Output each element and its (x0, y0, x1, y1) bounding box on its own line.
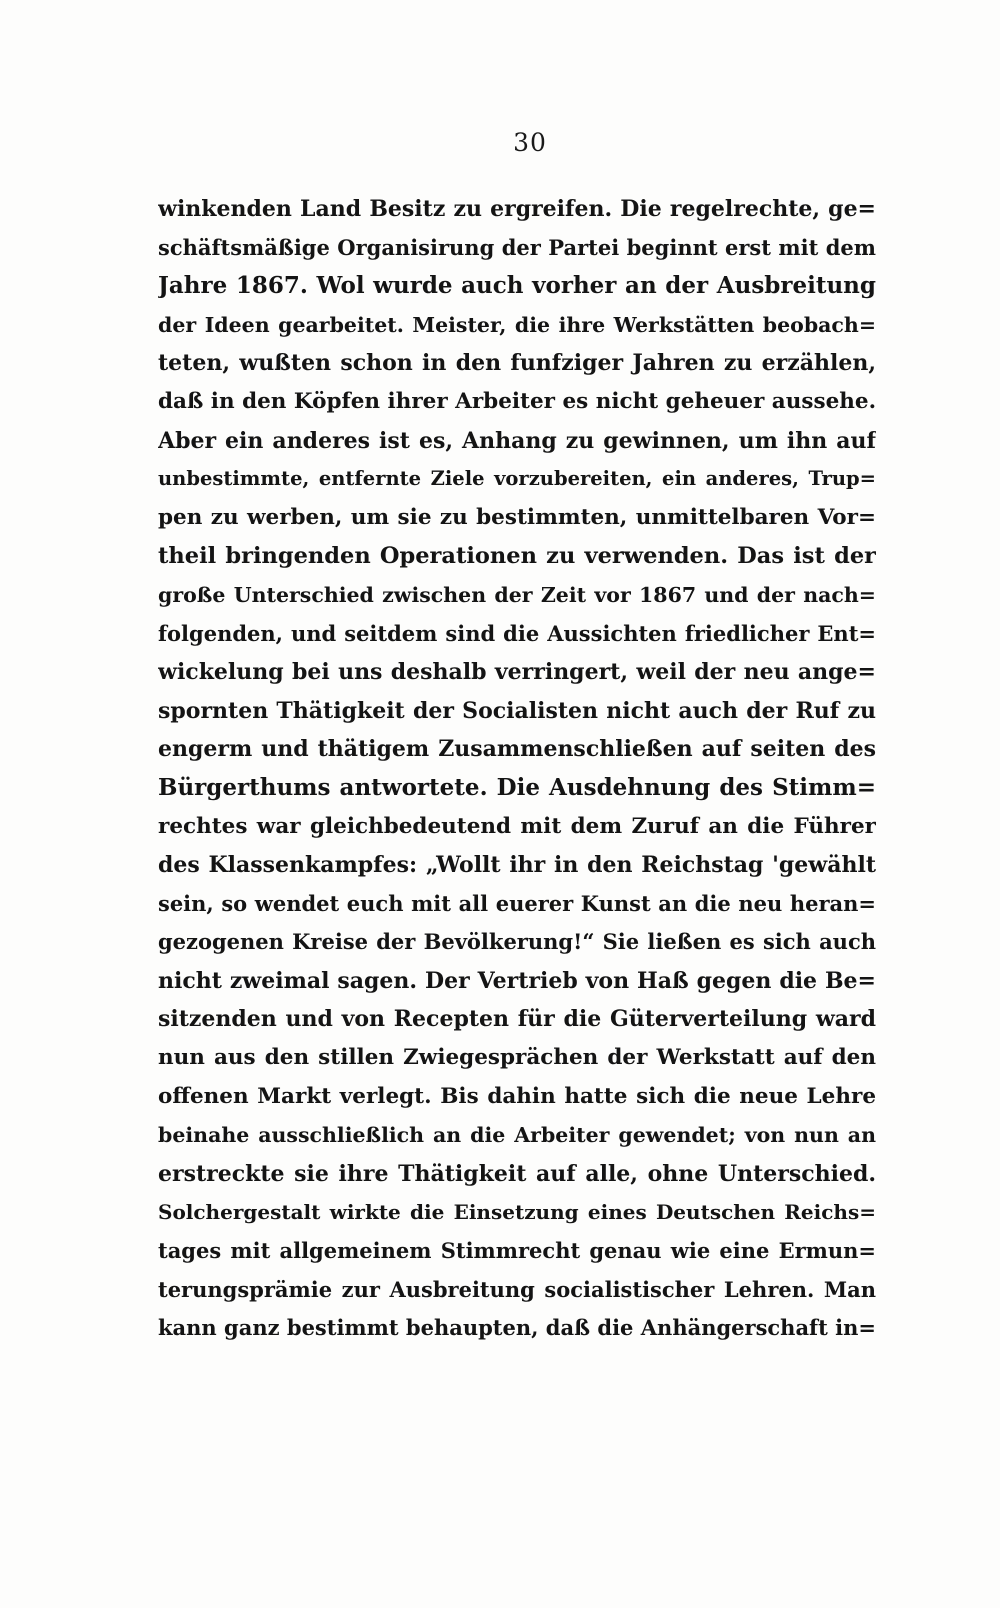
text-line: schäftsmäßige Organisirung der Partei beginnt erst mit dem (158, 234, 876, 260)
text-line: tages mit allgemeinem Stimmrecht genau wie eine Ermun= (158, 1238, 876, 1264)
text-line: Jahre 1867. Wol wurde auch vorher an der Ausbreitung (158, 272, 876, 300)
text-line: pen zu werben, um sie zu bestimmten, unmittelbaren Vor= (158, 504, 876, 530)
text-line: terungsprämie zur Ausbreitung socialistischer Lehren. Man (158, 1276, 876, 1302)
text-line: daß in den Köpfen ihrer Arbeiter es nicht geheuer aussehe. (158, 388, 876, 414)
body-text (158, 190, 876, 1348)
text-line: winkenden Land Besitz zu ergreifen. Die regelrechte, ge= (158, 196, 876, 222)
text-line: unbestimmte, entfernte Ziele vorzubereiten, ein anderes, Trup= (158, 467, 876, 491)
text-line: des Klassenkampfes: „Wollt ihr in den Reichstag 'gewählt (158, 852, 876, 879)
text-line: kann ganz bestimmt behaupten, daß die Anhängerschaft in= (158, 1315, 876, 1341)
text-line: engerm und thätigem Zusammenschließen auf seiten des (158, 736, 876, 763)
text-line: große Unterschied zwischen der Zeit vor 1867 und der nach= (158, 582, 876, 607)
text-line: spornten Thätigkeit der Socialisten nicht auch der Ruf zu (158, 697, 876, 724)
text-line: folgenden, und seitdem sind die Aussichten friedlicher Ent= (158, 620, 876, 646)
text-line: erstreckte sie ihre Thätigkeit auf alle, ohne Unterschied. (158, 1160, 876, 1187)
text-line: wickelung bei uns deshalb verringert, weil der neu ange= (158, 659, 876, 686)
text-line: sitzenden und von Recepten für die Güterverteilung ward (158, 1006, 876, 1033)
text-line: der Ideen gearbeitet. Meister, die ihre Werkstätten beobach= (158, 312, 876, 337)
text-line: theil bringenden Operationen zu verwenden. Das ist der (158, 543, 876, 570)
text-line: teten, wußten schon in den funfziger Jahren zu erzählen, (158, 350, 876, 377)
text-line: nicht zweimal sagen. Der Vertrieb von Haß gegen die Be= (158, 967, 876, 994)
text-line: beinahe ausschließlich an die Arbeiter gewendet; von nun an (158, 1123, 876, 1148)
text-line: gezogenen Kreise der Bevölkerung!“ Sie ließen es sich auch (158, 929, 876, 955)
text-line: nun aus den stillen Zwiegesprächen der Werkstatt auf den (158, 1045, 876, 1071)
text-line: sein, so wendet euch mit all euerer Kunst an die neu heran= (158, 890, 876, 916)
text-line: Solchergestalt wirkte die Einsetzung eines Deutschen Reichs= (158, 1200, 876, 1225)
text-line: rechtes war gleichbedeutend mit dem Zuruf an die Führer (158, 813, 876, 839)
text-line: Aber ein anderes ist es, Anhang zu gewinnen, um ihn auf (158, 427, 876, 454)
text-line: offenen Markt verlegt. Bis dahin hatte sich die neue Lehre (158, 1083, 876, 1109)
page-number: 30 (513, 128, 547, 157)
text-line: Bürgerthums antwortete. Die Ausdehnung des Stimm= (158, 773, 876, 801)
